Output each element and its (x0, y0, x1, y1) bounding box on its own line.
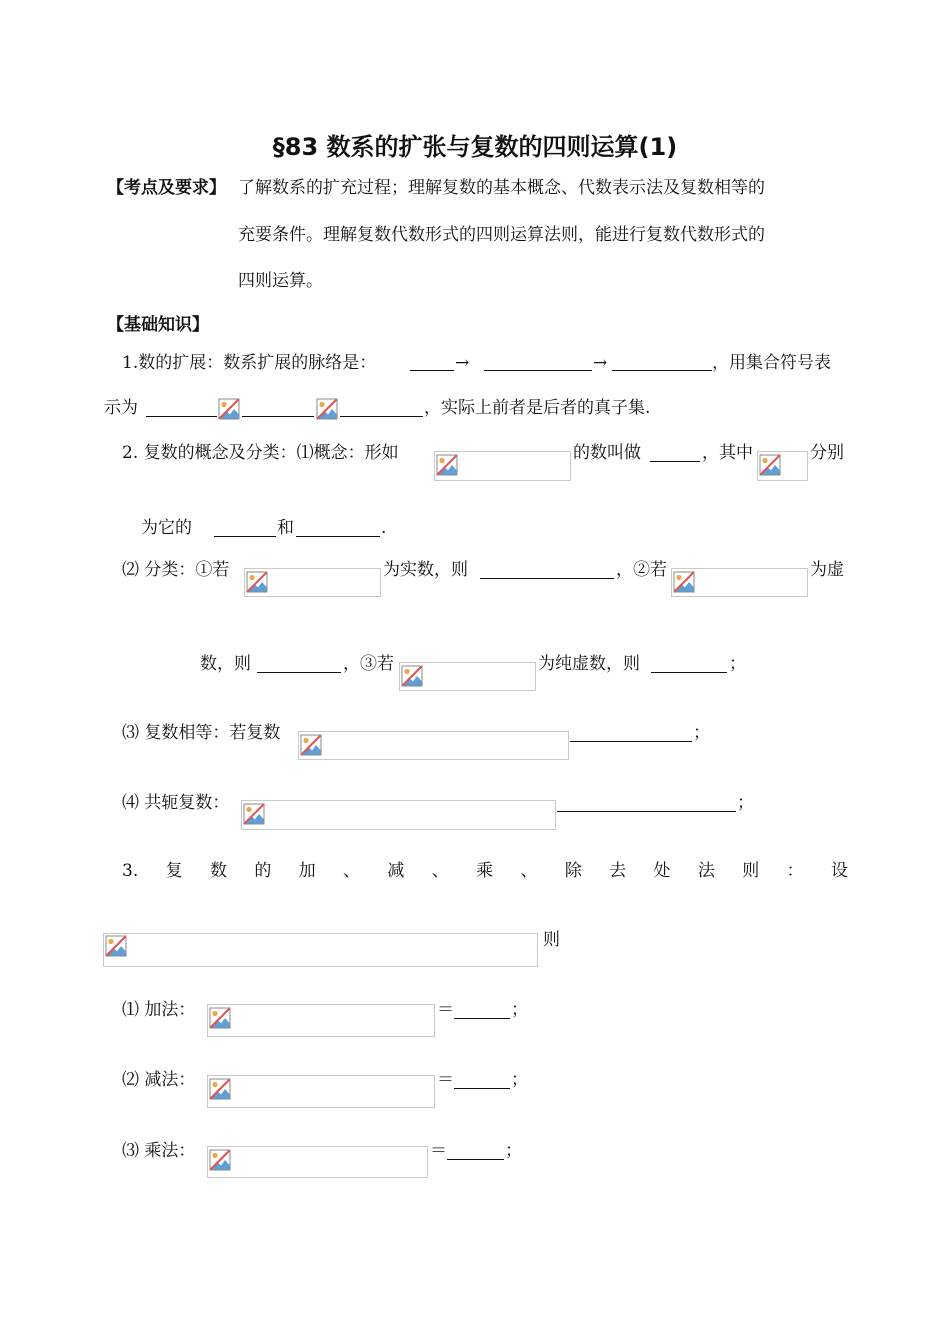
requirements-label: 【考点及要求】 (107, 178, 226, 198)
classification-line2-start: 数，则 (200, 654, 251, 674)
item3-char: 3. (122, 861, 139, 881)
broken-image-icon (316, 398, 338, 420)
item3-char: 处 (653, 861, 671, 881)
classification-image-1 (244, 568, 381, 597)
conjugate-text: ⑷ 共轭复数： (122, 793, 230, 813)
item3-char: 加 (298, 861, 316, 881)
equality-text: ⑶ 复数相等：若复数 (122, 723, 281, 743)
multiplication-end: ； (505, 1141, 522, 1161)
item3-char: 的 (254, 861, 272, 881)
item3-char: 去 (609, 861, 627, 881)
item2-line1-mid: 的数叫做 (573, 443, 641, 463)
page-title: §83 数系的扩张与复数的四则运算(1) (272, 133, 678, 161)
classification-third: ，③若 (343, 654, 394, 674)
item2-line1-text: 2. 复数的概念及分类：⑴概念：形如 (122, 443, 399, 463)
item2-ab-image (757, 451, 808, 481)
classification-text: ⑵ 分类：①若 (122, 560, 230, 580)
broken-image-icon (209, 1078, 231, 1100)
item2-line1-end: 分别 (810, 443, 844, 463)
item3-then: 则 (543, 930, 560, 950)
addition-image (207, 1004, 435, 1037)
item1-line1-end: ，用集合符号表 (712, 353, 831, 373)
item2-line2-end: . (381, 518, 387, 538)
subtraction-label: ⑵ 减法： (122, 1070, 196, 1090)
classification-end: ； (729, 654, 746, 674)
equality-image (298, 731, 569, 760)
broken-image-icon (105, 935, 127, 957)
broken-image-icon (401, 665, 423, 687)
item2-line2-and: 和 (277, 518, 294, 538)
item1-blank-1 (410, 370, 454, 371)
equality-blank (570, 741, 692, 742)
item2-blank-1 (650, 461, 700, 462)
item3-char: 、 (520, 861, 538, 881)
item2-line1-qizhong: ，其中 (702, 443, 753, 463)
conjugate-blank (557, 811, 736, 812)
classification-pure: 为纯虚数，则 (538, 654, 640, 674)
subtraction-end: ； (511, 1070, 528, 1090)
broken-image-icon (300, 734, 322, 756)
item1-blank-3 (612, 370, 712, 371)
item3-char: 复 (165, 861, 183, 881)
item1-blank-6 (340, 416, 423, 417)
item1-blank-4 (146, 416, 217, 417)
addition-blank (454, 1018, 510, 1019)
item3-char: 法 (697, 861, 715, 881)
item1-subset-image-1 (218, 398, 241, 422)
addition-end: ； (511, 1000, 528, 1020)
item2-blank-2 (214, 536, 276, 537)
multiplication-image (207, 1146, 428, 1178)
multiplication-equals: ＝ (430, 1141, 447, 1161)
multiplication-blank (447, 1159, 504, 1160)
item2-form-image (434, 451, 571, 481)
classification-blank-1 (480, 578, 614, 579)
item3-char: 、 (431, 861, 449, 881)
item3-char: 除 (564, 861, 582, 881)
subtraction-blank (454, 1088, 510, 1089)
item2-blank-3 (296, 536, 380, 537)
classification-blank-3 (651, 672, 727, 673)
basic-knowledge-label: 【基础知识】 (107, 315, 209, 335)
broken-image-icon (218, 398, 240, 420)
item2-line2-text: 为它的 (141, 518, 192, 538)
item1-line2-end: ，实际上前者是后者的真子集. (424, 398, 651, 418)
conjugate-end: ； (737, 793, 754, 813)
classification-imag: 为虚 (810, 560, 844, 580)
item3-line1 (122, 861, 848, 881)
item1-line1-text: 1.数的扩展：数系扩展的脉络是： (122, 353, 377, 373)
subtraction-image (207, 1075, 435, 1108)
item3-definition-image (103, 933, 538, 967)
addition-equals: ＝ (437, 1000, 454, 1020)
item3-char: 则 (742, 861, 760, 881)
item3-char: 、 (343, 861, 361, 881)
item3-char: 数 (209, 861, 227, 881)
multiplication-label: ⑶ 乘法： (122, 1141, 196, 1161)
addition-label: ⑴ 加法： (122, 1000, 196, 1020)
classification-real: 为实数，则 (383, 560, 468, 580)
item3-char: ： (786, 861, 804, 881)
requirements-line-2: 充要条件。理解复数代数形式的四则运算法则，能进行复数代数形式的 (238, 225, 765, 245)
item1-arrow-2: → (593, 353, 608, 373)
item1-line2-start: 示为 (104, 398, 138, 418)
broken-image-icon (209, 1149, 231, 1171)
item1-blank-2 (484, 370, 592, 371)
broken-image-icon (243, 803, 265, 825)
equality-end: ； (693, 723, 710, 743)
broken-image-icon (246, 571, 268, 593)
classification-second: ，②若 (616, 560, 667, 580)
item1-subset-image-2 (316, 398, 339, 422)
classification-blank-2 (257, 672, 341, 673)
conjugate-image (241, 800, 556, 830)
subtraction-equals: ＝ (437, 1070, 454, 1090)
item3-char: 减 (387, 861, 405, 881)
requirements-line-3: 四则运算。 (238, 271, 323, 291)
item3-char: 设 (830, 861, 848, 881)
broken-image-icon (759, 454, 781, 476)
broken-image-icon (673, 571, 695, 593)
item1-arrow-1: → (455, 353, 470, 373)
classification-image-2 (671, 568, 808, 597)
requirements-line-1: 了解数系的扩充过程；理解复数的基本概念、代数表示法及复数相等的 (238, 178, 765, 198)
classification-image-3 (399, 662, 536, 691)
broken-image-icon (209, 1007, 231, 1029)
item3-char: 乘 (476, 861, 494, 881)
item1-blank-5 (242, 416, 314, 417)
broken-image-icon (436, 454, 458, 476)
